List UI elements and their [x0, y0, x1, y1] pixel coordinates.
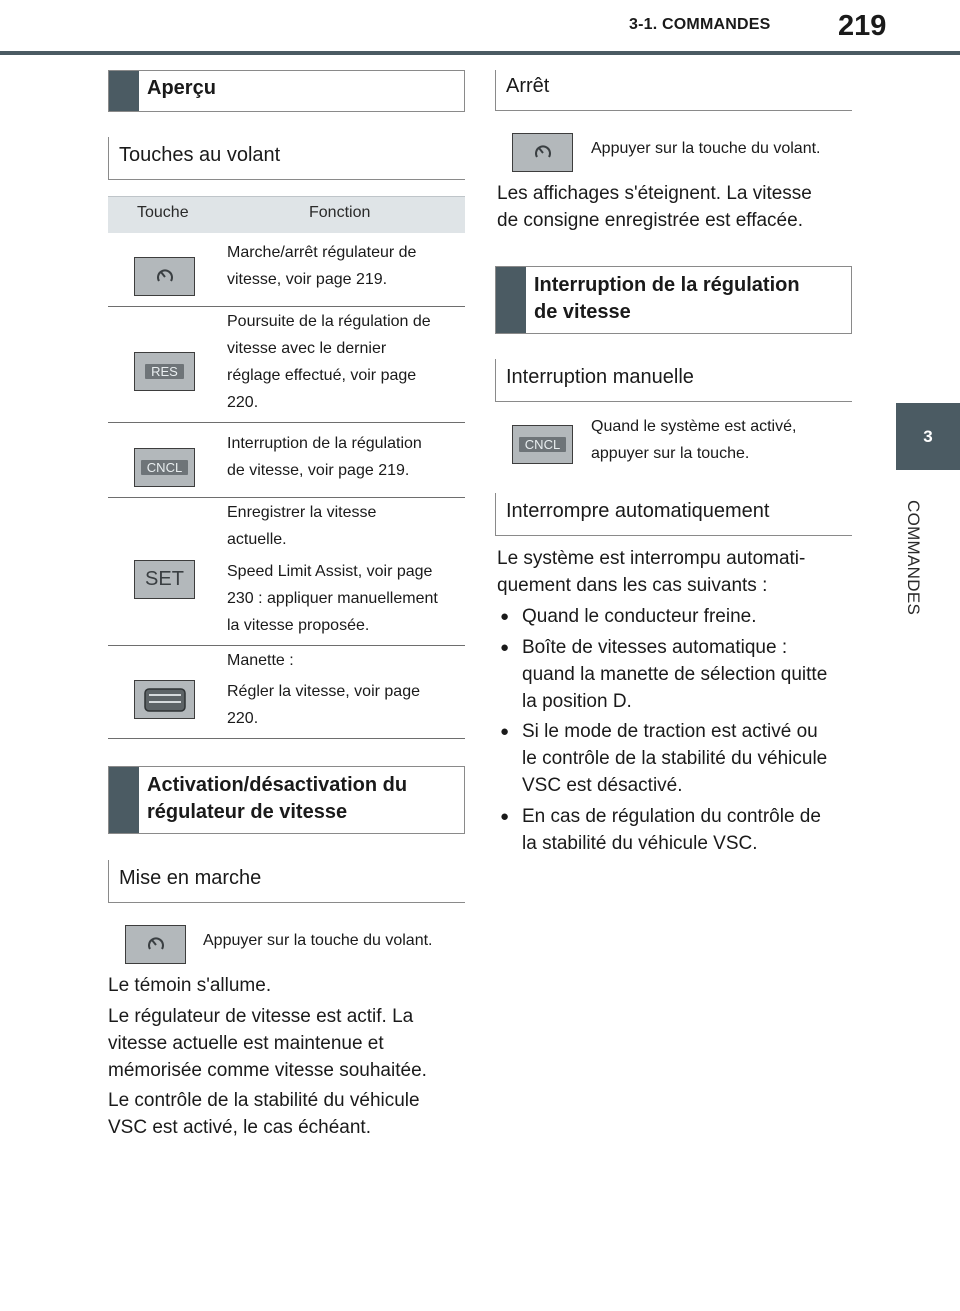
table-divider — [108, 306, 465, 307]
bullet-icon: ● — [500, 639, 510, 656]
set-key-label: SET — [145, 568, 184, 590]
list-item: ● Quand le conducteur freine. — [500, 603, 860, 630]
cncl-key-label: CNCL — [519, 437, 566, 452]
bullet-icon: ● — [500, 608, 510, 625]
bullet-icon: ● — [500, 808, 510, 825]
table-row-2-text: Poursuite de la régulation de vitesse avec le dernier réglage effectué, voir page 220. — [227, 313, 431, 411]
cruise-control-icon — [145, 934, 167, 956]
table-row-4-text-a: Enregistrer la vitesse actuelle. — [227, 504, 377, 548]
subhead-touches: Touches au volant — [108, 137, 465, 180]
lever-key — [134, 680, 195, 719]
table-row-5-text-b: Régler la vitesse, voir page 220. — [227, 683, 420, 727]
table-divider — [108, 645, 465, 646]
cruise-key — [134, 257, 195, 296]
section-apercu — [108, 70, 465, 112]
paragraph: Les affichages s'éteignent. La vitesse de consigne enregistrée est effacée. — [497, 183, 812, 231]
section-title: Activation/désactivation du régulateur de vitesse — [147, 774, 408, 823]
paragraph: Le témoin s'allume. — [108, 975, 272, 996]
cruise-key — [512, 133, 573, 172]
set-key — [134, 560, 195, 599]
table-divider — [108, 497, 465, 498]
arret-key-text: Appuyer sur la touche du volant. — [591, 140, 821, 157]
table-header — [108, 196, 465, 233]
cruise-control-icon — [532, 142, 554, 164]
cncl-text: Quand le système est activé, appuyer sur la touche. — [591, 418, 797, 462]
cncl-key — [134, 448, 195, 487]
chapter-label: COMMANDES — [904, 500, 923, 616]
cncl-key-label: CNCL — [141, 460, 188, 475]
table-row-5-text-a: Manette : — [227, 652, 294, 669]
table-row-1-text: Marche/arrêt régulateur de vitesse, voir page 219. — [227, 244, 417, 288]
header-section-title: 3-1. COMMANDES — [629, 16, 771, 33]
chapter-tab: 3 — [896, 403, 960, 470]
cncl-key — [512, 425, 573, 464]
res-key-label: RES — [145, 364, 184, 379]
list-item: ● Si le mode de traction est activé ou le contrôle de la stabilité du véhicule VSC est désactivé. — [500, 718, 860, 799]
subhead-arret: Arrêt — [495, 70, 852, 111]
lever-icon — [143, 686, 187, 714]
table-row-4-text-b: Speed Limit Assist, voir page 230 : appliquer manuellement la vitesse proposée. — [227, 563, 438, 634]
bullet-icon: ● — [500, 723, 510, 740]
subhead-mise-en-marche: Mise en marche — [108, 860, 465, 903]
section-title: Aperçu — [147, 77, 216, 99]
list-item: ● Boîte de vitesses automatique : quand la manette de sélection quitte la position D. — [500, 634, 860, 715]
subhead-interruption-manuelle: Interruption manuelle — [495, 359, 852, 402]
cruise-control-icon — [154, 266, 176, 288]
mise-key-text: Appuyer sur la touche du volant. — [203, 932, 433, 949]
col-header-touche: Touche — [137, 204, 189, 221]
cruise-key — [125, 925, 186, 964]
paragraph: Le système est interrompu automati- quement dans les cas suivants : — [497, 548, 806, 596]
table-row-3-text: Interruption de la régulation de vitesse, voir page 219. — [227, 435, 422, 479]
header-rule — [0, 51, 960, 55]
col-header-fonction: Fonction — [309, 204, 371, 221]
section-title: Interruption de la régulation de vitesse — [534, 274, 800, 323]
list-item: ● En cas de régulation du contrôle de la stabilité du véhicule VSC. — [500, 803, 860, 857]
section-activation — [108, 766, 465, 834]
table-divider — [108, 738, 465, 739]
section-interruption — [495, 266, 852, 334]
page-number: 219 — [838, 10, 887, 42]
paragraph: Le contrôle de la stabilité du véhicule VSC est activé, le cas échéant. — [108, 1090, 420, 1138]
subhead-interrompre-auto: Interrompre automatiquement — [495, 493, 852, 536]
res-key — [134, 352, 195, 391]
paragraph: Le régulateur de vitesse est actif. La vitesse actuelle est maintenue et mémorisée comme vitesse souhaitée. — [108, 1006, 427, 1081]
table-divider — [108, 422, 465, 423]
